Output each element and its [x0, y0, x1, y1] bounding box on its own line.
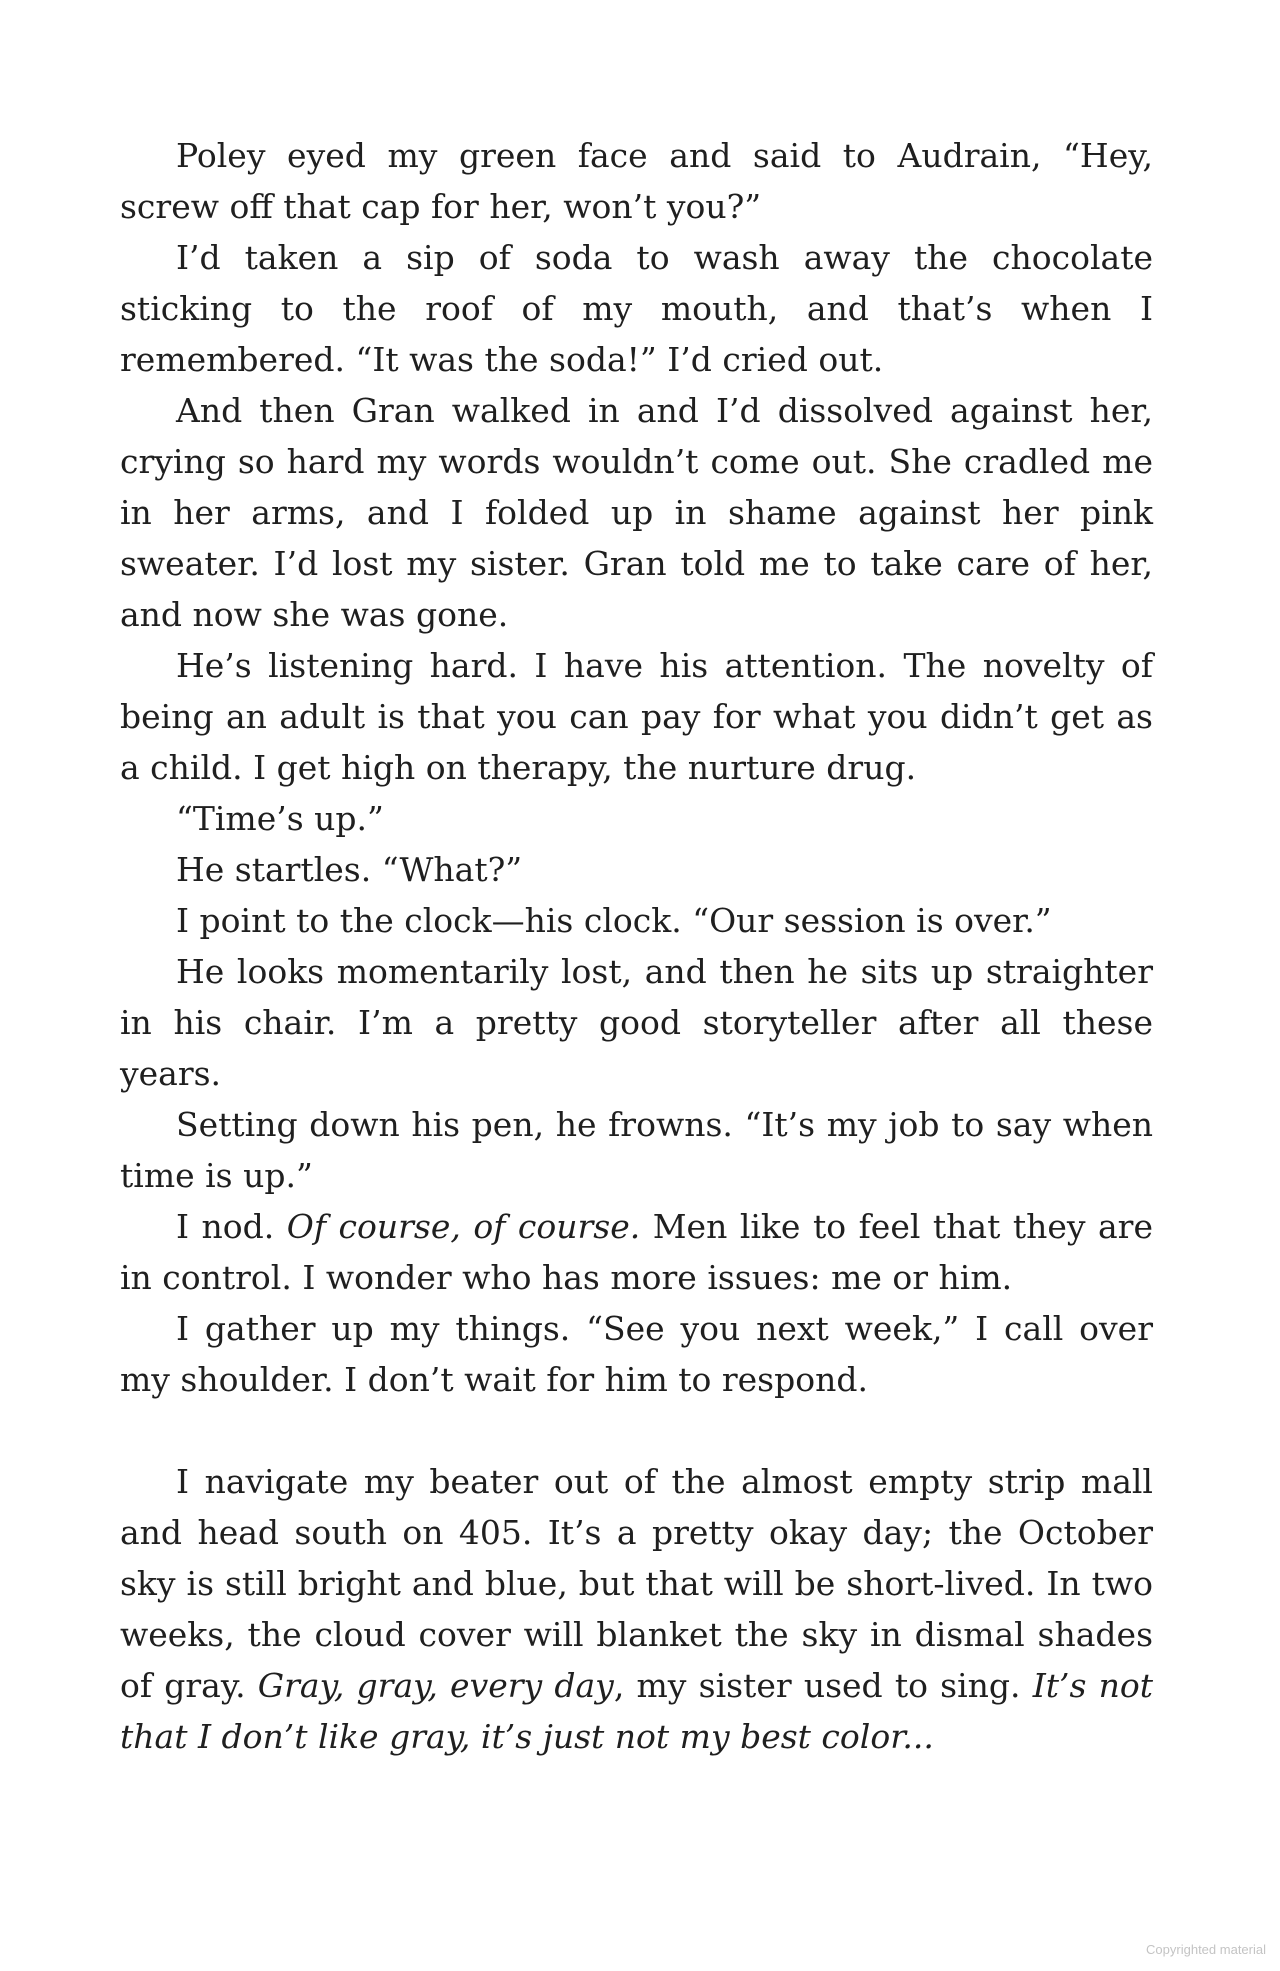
paragraph [120, 895, 1153, 946]
paragraph-text: I gather up my things. “See you next week,” I call over my shoulder. I don’t wait for him to respond. [120, 1309, 1153, 1399]
paragraph [120, 1099, 1153, 1201]
italic-text: Of course, of course. [286, 1207, 641, 1246]
paragraph [120, 1456, 1153, 1762]
paragraph [120, 232, 1153, 385]
paragraph-text: I nod. [176, 1207, 287, 1246]
paragraph-text: , my sister used to sing. [613, 1666, 1033, 1705]
paragraph [120, 793, 1153, 844]
paragraph-text: He’s listening hard. I have his attention. The novelty of being an adult is that you can pay for what you didn’t get as a child. I get high on therapy, the nurture drug. [120, 646, 1153, 787]
paragraph [120, 1201, 1153, 1303]
paragraph-text: And then Gran walked in and I’d dissolved against her, crying so hard my words wouldn’t come out. She cradled me in her arms, and I folded up in shame against her pink sweater. I’d lost my sister. Gran told me to take care of her, and now she was gone. [120, 391, 1153, 634]
italic-text: It’s not that I don’t like gray, it’s just not my best color... [120, 1666, 1154, 1756]
paragraph-text: I point to the clock—his clock. “Our session is over.” [176, 901, 1052, 940]
paragraph-text: “Time’s up.” [176, 799, 384, 838]
paragraph-text: I navigate my beater out of the almost empty strip mall and head south on 405. It’s a pretty okay day; the October sky is still bright and blue, but that will be short-lived. In two weeks, the cloud cover will blanket the sky in dismal shades of gray. [120, 1462, 1153, 1705]
paragraph [120, 130, 1153, 232]
paragraph [120, 1303, 1153, 1405]
paragraph [120, 640, 1153, 793]
paragraph-text: He startles. “What?” [176, 850, 523, 889]
page-body [120, 130, 1153, 1762]
paragraph-text: I’d taken a sip of soda to wash away the chocolate sticking to the roof of my mouth, and that’s when I remembered. “It was the soda!” I’d cried out. [120, 238, 1153, 379]
paragraph-text: He looks momentarily lost, and then he sits up straighter in his chair. I’m a pretty good storyteller after all these years. [120, 952, 1153, 1093]
paragraph [120, 385, 1153, 640]
paragraph-text: Poley eyed my green face and said to Audrain, “Hey, screw off that cap for her, won’t you?” [120, 136, 1153, 226]
paragraph-text: Men like to feel that they are in control. I wonder who has more issues: me or him. [120, 1207, 1153, 1297]
paragraph-text: Setting down his pen, he frowns. “It’s my job to say when time is up.” [120, 1105, 1153, 1195]
paragraph [120, 844, 1153, 895]
paragraph [120, 946, 1153, 1099]
copyright-watermark: Copyrighted material [1146, 1942, 1266, 1957]
italic-text: Gray, gray, every day [257, 1666, 614, 1705]
